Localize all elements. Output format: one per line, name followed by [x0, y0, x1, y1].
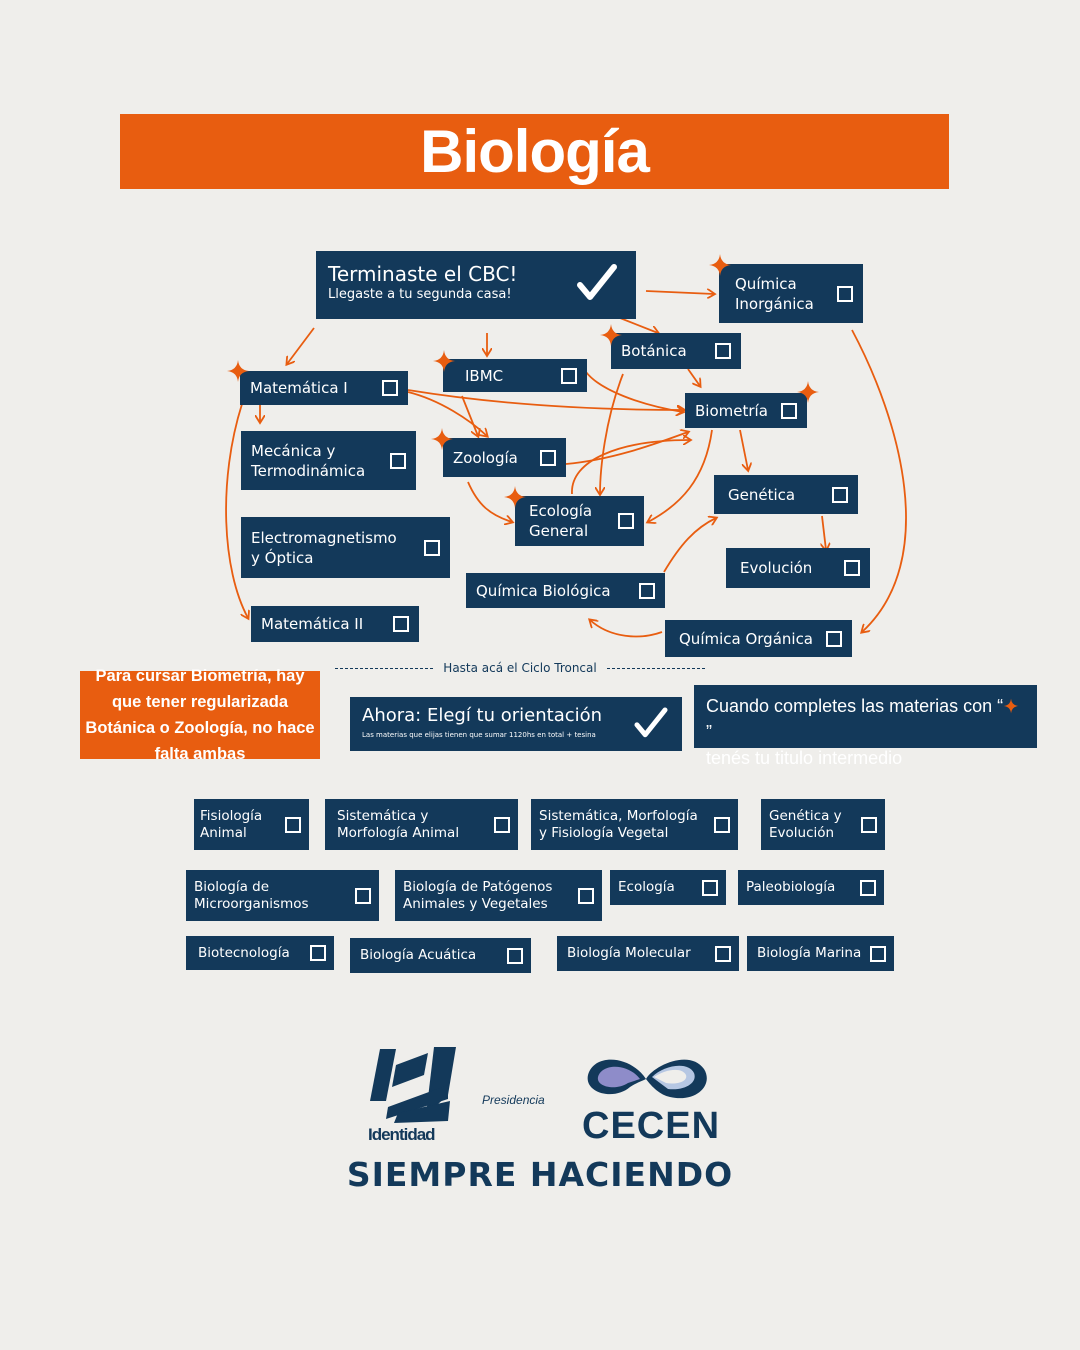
intermediate-title-box — [694, 685, 1037, 768]
subject-label: Botánica — [621, 342, 687, 360]
subject-mecanica[interactable] — [241, 431, 416, 490]
check-icon — [574, 261, 620, 307]
arrow-ibmc-zoologia — [462, 396, 478, 436]
arrow-zoologia-biometria — [566, 432, 688, 464]
elective-sistematica-animal[interactable] — [325, 799, 518, 850]
elective-label: Biología Acuática — [360, 947, 477, 963]
checkbox-icon[interactable] — [781, 403, 797, 419]
arrow-ibmc-biometria — [586, 372, 683, 412]
arrow-quimbio-biometria — [572, 440, 690, 494]
divider-line-right — [607, 668, 705, 669]
elective-biotecnologia[interactable] — [186, 936, 334, 970]
subject-label: Biometría — [695, 401, 768, 420]
subject-label: Matemática II — [261, 615, 364, 633]
elective-label: Sistemática y Morfología Animal — [337, 807, 460, 841]
sparkle-star-icon — [599, 323, 623, 347]
footer-logos — [368, 1045, 721, 1147]
subject-biometria[interactable] — [685, 393, 807, 428]
checkbox-icon[interactable] — [424, 540, 440, 556]
subject-quimica-organica[interactable] — [665, 620, 852, 657]
sparkle-star-icon — [503, 485, 527, 509]
checkbox-icon[interactable] — [715, 946, 731, 962]
checkbox-icon[interactable] — [494, 817, 510, 833]
checkbox-icon[interactable] — [561, 368, 577, 384]
elective-paleobiologia[interactable] — [738, 870, 884, 905]
elective-label: Biología Marina — [757, 945, 862, 961]
checkbox-icon[interactable] — [861, 817, 877, 833]
elective-biologia-acuatica[interactable] — [350, 938, 531, 973]
arrow-botanica-ecologia — [600, 374, 623, 494]
elective-patogenos[interactable] — [395, 870, 602, 921]
orientation-box — [350, 697, 682, 751]
divider-line-left — [335, 668, 433, 669]
elective-fisiologia-animal[interactable] — [194, 799, 309, 850]
subject-label: Genética — [728, 485, 796, 504]
checkbox-icon[interactable] — [393, 616, 409, 632]
presidencia-label: Presidencia — [482, 1093, 545, 1107]
subject-label: Química Biológica — [476, 581, 611, 600]
elective-sistematica-vegetal[interactable] — [531, 799, 738, 850]
checkbox-icon[interactable] — [837, 286, 853, 302]
checkbox-icon[interactable] — [285, 817, 301, 833]
checkbox-icon[interactable] — [844, 560, 860, 576]
cbc-subtitle: Llegaste a tu segunda casa! — [328, 287, 512, 302]
sparkle-star-icon — [796, 380, 820, 404]
checkbox-icon[interactable] — [540, 450, 556, 466]
elective-genetica-evolucion[interactable] — [761, 799, 885, 850]
elective-label: Paleobiología — [746, 879, 836, 895]
intermediate-line-1 — [706, 693, 1025, 745]
subject-botanica[interactable] — [611, 333, 741, 369]
arrow-qorg-quimbio — [590, 620, 662, 636]
sparkle-star-icon — [430, 427, 454, 451]
sparkle-star-icon — [432, 349, 456, 373]
subject-label: Química Orgánica — [679, 629, 814, 648]
subject-quimica-inorganica[interactable] — [719, 264, 863, 323]
checkbox-icon[interactable] — [715, 343, 731, 359]
checkbox-icon[interactable] — [390, 453, 406, 469]
cecen-wordmark: CECEN — [582, 1105, 721, 1147]
biometria-note — [80, 667, 320, 763]
check-icon — [632, 705, 670, 743]
elective-label: Ecología — [618, 879, 675, 895]
arrow-genetica-evolucion — [822, 516, 826, 550]
subject-ecologia-general[interactable] — [515, 496, 644, 546]
page-title: Biología — [420, 118, 649, 185]
arrow-cbc-quimica-inorganica — [646, 291, 714, 294]
elective-biologia-marina[interactable] — [747, 936, 894, 971]
intermediate-line-1a: Cuando completes las materias con “ — [706, 696, 1004, 716]
elective-ecologia[interactable] — [610, 870, 726, 905]
elective-biologia-molecular[interactable] — [557, 936, 739, 971]
checkbox-icon[interactable] — [860, 880, 876, 896]
slogan: SIEMPRE HACIENDO — [346, 1155, 734, 1194]
subject-matematica-2[interactable] — [251, 606, 419, 642]
elective-label: Biología de Microorganismos — [194, 878, 309, 912]
elective-label: Biotecnología — [198, 944, 290, 961]
subject-zoologia[interactable] — [443, 438, 566, 477]
checkbox-icon[interactable] — [832, 487, 848, 503]
checkbox-icon[interactable] — [714, 817, 730, 833]
subject-genetica[interactable] — [714, 475, 858, 514]
sparkle-star-icon — [226, 359, 250, 383]
checkbox-icon[interactable] — [702, 880, 718, 896]
orientation-subtitle: Las materias que elijas tienen que sumar 1120hs en total + tesina — [362, 731, 596, 739]
arrow-biometria-ecologia — [648, 430, 712, 522]
subject-ibmc[interactable] — [443, 359, 587, 392]
checkbox-icon[interactable] — [382, 380, 398, 396]
subject-evolucion[interactable] — [726, 548, 870, 588]
arrow-quimbio-genetica — [664, 518, 716, 572]
orientation-title: Ahora: Elegí tu orientación — [362, 705, 603, 726]
subject-label: Electromagnetismo y Óptica — [251, 528, 397, 567]
arrow-mat1-biometria — [408, 390, 684, 410]
sparkle-star-icon — [708, 253, 732, 277]
arrow-cbc-botanica — [620, 318, 658, 333]
subject-label: IBMC — [465, 366, 504, 385]
subject-matematica-1[interactable] — [240, 371, 408, 405]
subject-label: Zoología — [453, 448, 518, 467]
divider-label: Hasta acá el Ciclo Troncal — [443, 661, 597, 675]
checkbox-icon[interactable] — [578, 888, 594, 904]
sparkle-star-icon — [1003, 698, 1019, 714]
ciclo-troncal-divider — [335, 658, 705, 678]
arrow-botanica-biometria — [688, 369, 700, 386]
checkbox-icon[interactable] — [618, 513, 634, 529]
checkbox-icon[interactable] — [639, 583, 655, 599]
intermediate-line-2: tenés tu titulo intermedio — [706, 748, 903, 768]
intermediate-line-1b: ” — [706, 722, 712, 742]
elective-label: Fisiología Animal — [200, 807, 263, 841]
subject-quimica-biologica[interactable] — [466, 573, 665, 608]
cecen-infinity-logo-icon — [580, 1047, 712, 1111]
subject-label: Mecánica y Termodinámica — [251, 441, 366, 480]
subject-label: Evolución — [740, 559, 813, 577]
elective-microorganismos[interactable] — [186, 870, 379, 921]
elective-label: Biología de Patógenos Animales y Vegetales — [403, 878, 553, 912]
checkbox-icon[interactable] — [355, 888, 371, 904]
elective-label: Sistemática, Morfología y Fisiología Vegetal — [539, 807, 698, 841]
checkbox-icon[interactable] — [507, 948, 523, 964]
subject-label: Ecología General — [529, 502, 593, 540]
checkbox-icon[interactable] — [870, 946, 886, 962]
elective-label: Genética y Evolución — [769, 807, 842, 841]
subject-label: Química Inorgánica — [735, 274, 814, 313]
identidad-wordmark: Identidad — [368, 1125, 435, 1144]
cbc-title: Terminaste el CBC! — [328, 262, 518, 286]
subject-label: Matemática I — [250, 379, 348, 397]
arrow-cbc-matematica — [287, 328, 314, 364]
cbc-completed-box — [316, 251, 636, 319]
arrow-biometria-genetica — [740, 430, 748, 470]
checkbox-icon[interactable] — [826, 631, 842, 647]
checkbox-icon[interactable] — [310, 945, 326, 961]
elective-label: Biología Molecular — [567, 945, 691, 961]
subject-electromagnetismo[interactable] — [241, 517, 450, 578]
biometria-note-text: Para cursar Biometría, hay que tener regularizada Botánica o Zoología, no hace falta ambas — [85, 667, 315, 763]
